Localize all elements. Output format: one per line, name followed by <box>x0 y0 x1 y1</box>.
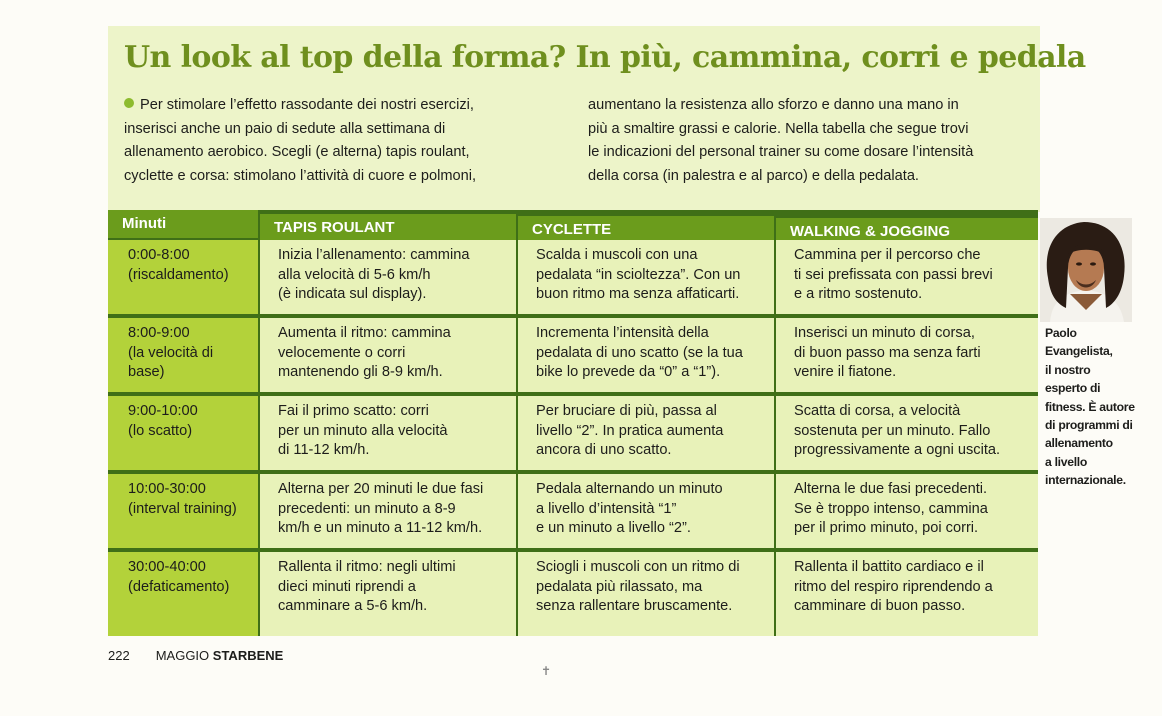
cell-line: alla velocità di 5-6 km/h <box>278 266 431 283</box>
time-cell <box>108 318 258 392</box>
cell-line: camminare a 5-6 km/h. <box>278 598 428 615</box>
cell-line: Fai il primo scatto: corri <box>278 403 429 419</box>
cell-line: 8:00-9:00 <box>128 325 190 341</box>
cell-line: Per bruciare di più, passa al <box>536 403 717 419</box>
table-cell <box>776 240 1038 314</box>
caption-line: allenamento <box>1045 436 1113 451</box>
cell-line: 10:00-30:00 <box>128 481 206 497</box>
cell-line: km/h e un minuto a 11-12 km/h. <box>278 520 483 537</box>
table-cell <box>260 318 516 392</box>
intro-line: allenamento aerobico. Scegli (e alterna) tapis roulant, <box>124 144 470 160</box>
intro-line: della corsa (in palestra e al parco) e della pedalata. <box>588 167 919 184</box>
cell-line: precedenti: un minuto a 8-9 <box>278 500 456 517</box>
print-speck-icon: ✝ <box>541 664 552 678</box>
cell-line: (lo scatto) <box>128 422 193 439</box>
trainer-portrait-image <box>1040 218 1132 322</box>
intro-line: più a smaltire grassi e calorie. Nella tabella che segue trovi <box>588 120 969 137</box>
cell-line: di 11-12 km/h. <box>278 442 370 459</box>
cell-line: bike lo prevede da “0” a “1”). <box>536 364 721 381</box>
column-header-2: CYCLETTE <box>518 216 774 242</box>
caption-line: il nostro <box>1045 362 1091 377</box>
caption-line: a livello <box>1045 454 1088 469</box>
workout-table <box>108 210 1038 636</box>
intro-line: inserisci anche un paio di sedute alla settimana di <box>124 120 446 137</box>
cell-line: Inizia l’allenamento: cammina <box>278 247 470 263</box>
cell-line: Sciogli i muscoli con un ritmo di <box>536 559 740 575</box>
cell-line: dieci minuti riprendi a <box>278 578 416 595</box>
article-headline: Un look al top della forma? In più, cammina, corri e pedala <box>124 40 1086 75</box>
time-cell <box>108 396 258 470</box>
table-cell <box>260 552 516 636</box>
cell-line: ti sei prefissata con passi brevi <box>794 266 993 283</box>
page-footer <box>108 648 283 663</box>
table-cell <box>260 474 516 548</box>
trainer-photo <box>1040 218 1132 322</box>
table-cell <box>518 318 774 392</box>
cell-line: 0:00-8:00 <box>128 247 190 263</box>
table-cell <box>518 474 774 548</box>
cell-line: Alterna le due fasi precedenti. <box>794 481 988 497</box>
cell-line: per il primo minuto, poi corri. <box>794 520 979 537</box>
intro-right-column <box>588 94 1028 188</box>
cell-line: pedalata “in scioltezza”. Con un <box>536 266 741 283</box>
column-header-3: WALKING & JOGGING <box>776 218 1038 244</box>
cell-line: 30:00-40:00 <box>128 559 206 575</box>
time-cell <box>108 474 258 548</box>
cell-line: Incrementa l’intensità della <box>536 325 709 341</box>
cell-line: livello “2”. In pratica aumenta <box>536 422 724 439</box>
cell-line: Aumenta il ritmo: cammina <box>278 325 451 341</box>
cell-line: velocemente o corri <box>278 344 406 361</box>
cell-line: buon ritmo ma senza affaticarti. <box>536 286 740 303</box>
time-cell <box>108 240 258 314</box>
cell-line: mantenendo gli 8-9 km/h. <box>278 364 443 381</box>
caption-line: Evangelista, <box>1045 344 1113 359</box>
intro-line: Per stimolare l’effetto rassodante dei nostri esercizi, <box>140 97 474 113</box>
column-header-1: TAPIS ROULANT <box>260 214 516 240</box>
cell-line: Alterna per 20 minuti le due fasi <box>278 481 484 497</box>
cell-line: camminare di buon passo. <box>794 598 966 615</box>
intro-line: cyclette e corsa: stimolano l’attività di cuore e polmoni, <box>124 167 477 184</box>
table-cell <box>260 396 516 470</box>
cell-line: venire il fiatone. <box>794 364 897 381</box>
cell-line: Rallenta il battito cardiaco e il <box>794 559 984 575</box>
caption-line: Paolo <box>1045 326 1077 340</box>
cell-line: (interval training) <box>128 500 237 517</box>
page-number: 222 <box>108 648 130 663</box>
cell-line: e a ritmo sostenuto. <box>794 286 923 303</box>
cell-line: Pedala alternando un minuto <box>536 481 723 497</box>
cell-line: progressivamente a ogni uscita. <box>794 442 1001 459</box>
table-cell <box>776 474 1038 548</box>
table-cell <box>776 318 1038 392</box>
cell-line: sostenuta per un minuto. Fallo <box>794 422 991 439</box>
cell-line: Rallenta il ritmo: negli ultimi <box>278 559 456 575</box>
cell-line: ritmo del respiro riprendendo a <box>794 578 993 595</box>
caption-line: di programmi di <box>1045 418 1133 433</box>
caption-line: fitness. È autore <box>1045 399 1135 414</box>
intro-left-column <box>124 94 544 188</box>
intro-line: aumentano la resistenza allo sforzo e danno una mano in <box>588 97 959 113</box>
cell-line: pedalata più rilassato, ma <box>536 578 703 595</box>
cell-line: Se è troppo intenso, cammina <box>794 500 988 517</box>
table-cell <box>776 396 1038 470</box>
cell-line: senza rallentare bruscamente. <box>536 598 733 615</box>
table-cell <box>260 240 516 314</box>
photo-caption <box>1045 324 1153 490</box>
cell-line: Inserisci un minuto di corsa, <box>794 325 975 341</box>
cell-line: a livello d’intensità “1” <box>536 500 677 517</box>
column-header-0: Minuti <box>108 210 258 238</box>
cell-line: pedalata di uno scatto (se la tua <box>536 344 743 361</box>
caption-line: internazionale. <box>1045 473 1126 488</box>
cell-line: 9:00-10:00 <box>128 403 198 419</box>
cell-line: Cammina per il percorso che <box>794 247 981 263</box>
time-cell <box>108 552 258 636</box>
cell-line: di buon passo ma senza farti <box>794 344 981 361</box>
table-cell <box>518 552 774 636</box>
cell-line: (è indicata sul display). <box>278 286 427 303</box>
caption-line: esperto di <box>1045 381 1101 396</box>
cell-line: ancora di uno scatto. <box>536 442 672 459</box>
table-cell <box>518 396 774 470</box>
cell-line: Scalda i muscoli con una <box>536 247 698 263</box>
intro-line: le indicazioni del personal trainer su come dosare l’intensità <box>588 144 974 160</box>
cell-line: per un minuto alla velocità <box>278 422 448 439</box>
cell-line: (defaticamento) <box>128 578 230 595</box>
magazine-name: STARBENE <box>212 648 284 663</box>
footer-month: MAGGIO <box>155 648 210 663</box>
bullet-icon <box>124 98 134 108</box>
cell-line: Scatta di corsa, a velocità <box>794 403 961 419</box>
cell-line: e un minuto a livello “2”. <box>536 520 691 537</box>
cell-line: (la velocità di <box>128 344 214 361</box>
table-cell <box>518 240 774 314</box>
cell-line: base) <box>128 364 165 381</box>
table-cell <box>776 552 1038 636</box>
cell-line: (riscaldamento) <box>128 266 229 283</box>
